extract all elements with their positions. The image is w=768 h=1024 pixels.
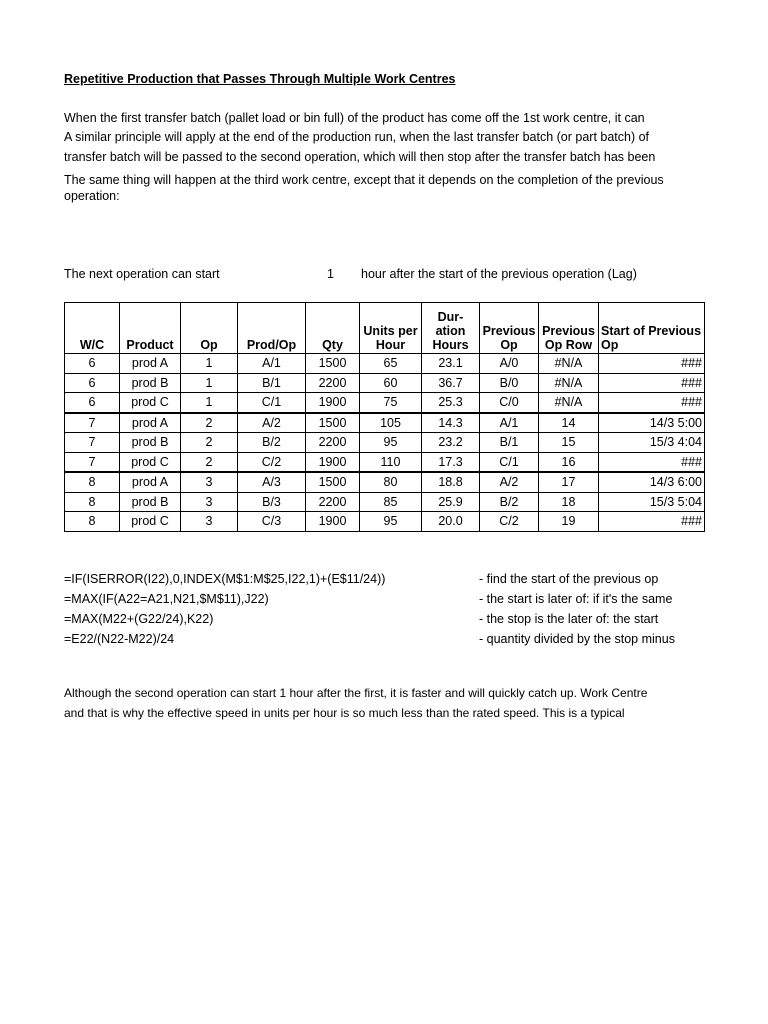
cell-units-per-hour[interactable]: 110	[360, 452, 422, 472]
cell-duration-hours[interactable]: 25.9	[422, 492, 480, 512]
cell-prod-op[interactable]: B/1	[238, 373, 306, 393]
cell-duration-hours[interactable]: 17.3	[422, 452, 480, 472]
cell-units-per-hour[interactable]: 75	[360, 393, 422, 413]
cell-duration-hours[interactable]: 36.7	[422, 373, 480, 393]
cell-previous-op-row[interactable]: 17	[539, 472, 599, 492]
cell-product[interactable]: prod C	[120, 452, 181, 472]
cell-previous-op[interactable]: B/0	[480, 373, 539, 393]
cell-start-previous-op[interactable]: ###	[599, 393, 705, 413]
cell-previous-op[interactable]: A/1	[480, 413, 539, 433]
cell-product[interactable]: prod B	[120, 492, 181, 512]
cell-wc[interactable]: 6	[65, 373, 120, 393]
cell-wc[interactable]: 7	[65, 452, 120, 472]
cell-qty[interactable]: 1500	[306, 472, 360, 492]
header-start-previous-op: Start of Previous Op	[599, 303, 705, 354]
header-previous-op: Previous Op	[480, 303, 539, 354]
cell-product[interactable]: prod B	[120, 433, 181, 453]
cell-duration-hours[interactable]: 25.3	[422, 393, 480, 413]
cell-wc[interactable]: 7	[65, 433, 120, 453]
cell-qty[interactable]: 1900	[306, 452, 360, 472]
lag-row	[64, 267, 637, 281]
cell-wc[interactable]: 8	[65, 472, 120, 492]
cell-previous-op[interactable]: B/1	[480, 433, 539, 453]
cell-previous-op[interactable]: B/2	[480, 492, 539, 512]
formula-row	[64, 592, 673, 608]
lag-value-cell[interactable]: 1	[327, 267, 334, 281]
table-row	[65, 354, 705, 374]
cell-op[interactable]: 2	[181, 433, 238, 453]
header-op: Op	[181, 303, 238, 354]
table-row	[65, 413, 705, 433]
cell-previous-op-row[interactable]: #N/A	[539, 373, 599, 393]
cell-product[interactable]: prod C	[120, 393, 181, 413]
cell-product[interactable]: prod A	[120, 472, 181, 492]
cell-duration-hours[interactable]: 18.8	[422, 472, 480, 492]
cell-op[interactable]: 3	[181, 512, 238, 532]
formula-description: - the stop is the later of: the start	[479, 612, 659, 626]
cell-duration-hours[interactable]: 23.2	[422, 433, 480, 453]
cell-op[interactable]: 1	[181, 373, 238, 393]
cell-prod-op[interactable]: C/3	[238, 512, 306, 532]
header-prod-op: Prod/Op	[238, 303, 306, 354]
formula-row	[64, 632, 675, 648]
formula-description: - the start is later of: if it's the same	[479, 592, 673, 606]
intro-paragraph-line-3: operation:	[64, 189, 120, 203]
formula-text[interactable]: =MAX(IF(A22=A21,N21,$M$11),J22)	[64, 592, 269, 606]
cell-prod-op[interactable]: B/2	[238, 433, 306, 453]
cell-op[interactable]: 3	[181, 492, 238, 512]
cell-qty[interactable]: 2200	[306, 373, 360, 393]
production-table-wrapper	[64, 302, 702, 532]
cell-wc[interactable]: 6	[65, 393, 120, 413]
table-row	[65, 492, 705, 512]
intro-paragraph-clipped-line-2: A similar principle will apply at the end of the production run, when the last transfer batch (or part batch) of	[64, 130, 650, 144]
cell-units-per-hour[interactable]: 85	[360, 492, 422, 512]
table-row	[65, 512, 705, 532]
cell-units-per-hour[interactable]: 95	[360, 512, 422, 532]
header-wc: W/C	[65, 303, 120, 354]
cell-prod-op[interactable]: A/3	[238, 472, 306, 492]
cell-previous-op-row[interactable]: 19	[539, 512, 599, 532]
cell-previous-op[interactable]: A/2	[480, 472, 539, 492]
formula-description: - find the start of the previous op	[479, 572, 659, 586]
table-row	[65, 393, 705, 413]
cell-previous-op-row[interactable]: 14	[539, 413, 599, 433]
cell-previous-op-row[interactable]: 16	[539, 452, 599, 472]
cell-qty[interactable]: 1500	[306, 354, 360, 374]
conclusion-line-1: Although the second operation can start 1 hour after the first, it is faster and will quickly catch up. Work Centre	[64, 686, 648, 700]
cell-duration-hours[interactable]: 20.0	[422, 512, 480, 532]
header-qty: Qty	[306, 303, 360, 354]
cell-prod-op[interactable]: C/1	[238, 393, 306, 413]
formula-text[interactable]: =IF(ISERROR(I22),0,INDEX(M$1:M$25,I22,1)+(E$11/24))	[64, 572, 386, 586]
cell-start-previous-op[interactable]: ###	[599, 452, 705, 472]
cell-previous-op[interactable]: A/0	[480, 354, 539, 374]
lag-unit-label: hour after the start of the previous operation (Lag)	[361, 267, 637, 281]
cell-wc[interactable]: 8	[65, 512, 120, 532]
cell-units-per-hour[interactable]: 60	[360, 373, 422, 393]
formula-description: - quantity divided by the stop minus	[479, 632, 675, 646]
cell-prod-op[interactable]: B/3	[238, 492, 306, 512]
table-header-row	[65, 303, 705, 354]
cell-previous-op-row[interactable]: 18	[539, 492, 599, 512]
conclusion-line-2: and that is why the effective speed in units per hour is so much less than the rated speed. This is a typical	[64, 706, 625, 720]
cell-wc[interactable]: 7	[65, 413, 120, 433]
formula-row	[64, 612, 658, 628]
lag-label: The next operation can start	[64, 267, 220, 281]
table-row	[65, 472, 705, 492]
header-product: Product	[120, 303, 181, 354]
cell-units-per-hour[interactable]: 105	[360, 413, 422, 433]
cell-qty[interactable]: 1900	[306, 512, 360, 532]
production-table	[64, 302, 705, 532]
cell-op[interactable]: 1	[181, 354, 238, 374]
header-units-per-hour: Units per Hour	[360, 303, 422, 354]
cell-product[interactable]: prod A	[120, 354, 181, 374]
cell-duration-hours[interactable]: 14.3	[422, 413, 480, 433]
formula-row	[64, 572, 658, 588]
cell-previous-op[interactable]: C/0	[480, 393, 539, 413]
intro-paragraph-clipped-line-3: The same thing will happen at the third work centre, except that it depends on the completion of the previous	[64, 173, 664, 187]
cell-product[interactable]: prod C	[120, 512, 181, 532]
cell-start-previous-op[interactable]: 15/3 5:04	[599, 492, 705, 512]
cell-qty[interactable]: 1900	[306, 393, 360, 413]
cell-op[interactable]: 3	[181, 472, 238, 492]
cell-prod-op[interactable]: A/2	[238, 413, 306, 433]
cell-previous-op-row[interactable]: 15	[539, 433, 599, 453]
cell-previous-op[interactable]: C/1	[480, 452, 539, 472]
cell-qty[interactable]: 1500	[306, 413, 360, 433]
cell-previous-op-row[interactable]: #N/A	[539, 354, 599, 374]
cell-start-previous-op[interactable]: ###	[599, 512, 705, 532]
cell-start-previous-op[interactable]: 14/3 6:00	[599, 472, 705, 492]
cell-previous-op-row[interactable]: #N/A	[539, 393, 599, 413]
header-duration-hours: Dur-ation Hours	[422, 303, 480, 354]
cell-op[interactable]: 1	[181, 393, 238, 413]
cell-units-per-hour[interactable]: 65	[360, 354, 422, 374]
cell-wc[interactable]: 8	[65, 492, 120, 512]
cell-prod-op[interactable]: A/1	[238, 354, 306, 374]
table-row	[65, 373, 705, 393]
table-row	[65, 433, 705, 453]
intro-paragraph-line-1: When the first transfer batch (pallet load or bin full) of the product has come off the 1st work centre, it can	[64, 111, 645, 125]
cell-start-previous-op[interactable]: 15/3 4:04	[599, 433, 705, 453]
cell-units-per-hour[interactable]: 80	[360, 472, 422, 492]
header-previous-op-row: Previous Op Row	[539, 303, 599, 354]
cell-op[interactable]: 2	[181, 413, 238, 433]
formula-text[interactable]: =E22/(N22-M22)/24	[64, 632, 175, 646]
cell-start-previous-op[interactable]: ###	[599, 373, 705, 393]
cell-start-previous-op[interactable]: 14/3 5:00	[599, 413, 705, 433]
cell-qty[interactable]: 2200	[306, 492, 360, 512]
cell-duration-hours[interactable]: 23.1	[422, 354, 480, 374]
cell-product[interactable]: prod B	[120, 373, 181, 393]
cell-wc[interactable]: 6	[65, 354, 120, 374]
intro-paragraph-line-2: transfer batch will be passed to the second operation, which will then stop after the transfer batch has been	[64, 150, 656, 164]
cell-product[interactable]: prod A	[120, 413, 181, 433]
cell-start-previous-op[interactable]: ###	[599, 354, 705, 374]
cell-previous-op[interactable]: C/2	[480, 512, 539, 532]
page-title: Repetitive Production that Passes Through Multiple Work Centres	[64, 72, 456, 86]
cell-qty[interactable]: 2200	[306, 433, 360, 453]
cell-units-per-hour[interactable]: 95	[360, 433, 422, 453]
cell-prod-op[interactable]: C/2	[238, 452, 306, 472]
cell-op[interactable]: 2	[181, 452, 238, 472]
table-row	[65, 452, 705, 472]
formula-text[interactable]: =MAX(M22+(G22/24),K22)	[64, 612, 214, 626]
